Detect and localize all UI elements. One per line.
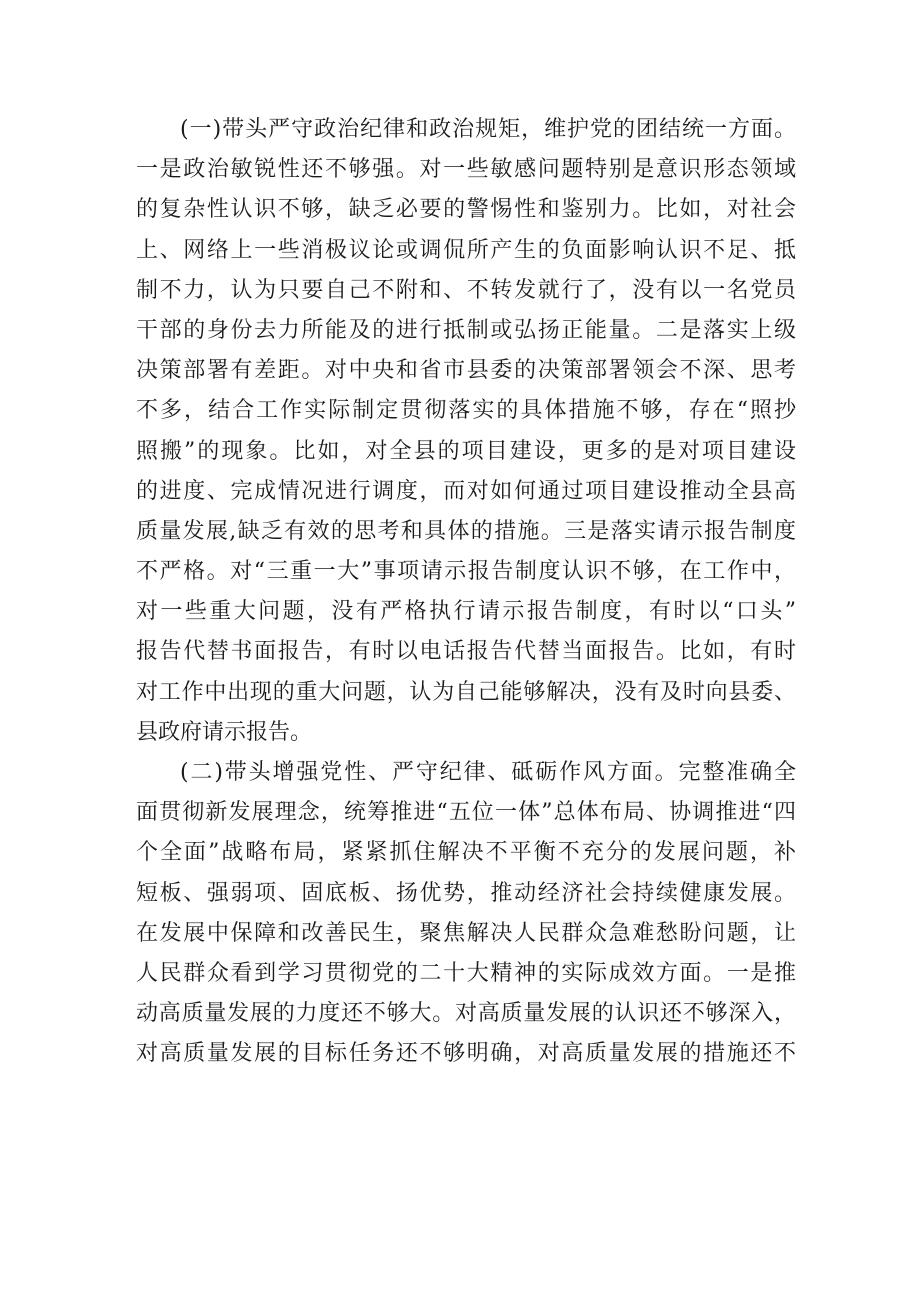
text-line: 质量发展,缺乏有效的思考和具体的措施。三是落实请示报告制度: [136, 518, 798, 544]
text-line: (二)带头增强党性、严守纪律、砥砺作风方面。完整准确全: [180, 760, 798, 785]
text-line: 短板、强弱项、固底板、扬优势，推动经济社会持续健康发展。: [136, 880, 798, 906]
text-line: 制不力，认为只要自己不附和、不转发就行了，没有以一名党员: [136, 277, 798, 303]
text-line: 人民群众看到学习贯彻党的二十大精神的实际成效方面。一是推: [136, 960, 798, 986]
text-line: 决策部署有差距。对中央和省市县委的决策部署领会不深、思考: [136, 358, 798, 384]
text-line: 照搬”的现象。比如，对全县的项目建设，更多的是对项目建设: [136, 438, 799, 464]
text-line: 对一些重大问题，没有严格执行请示报告制度，有时以“口头”: [136, 599, 799, 625]
text-line: 不多，结合工作实际制定贯彻落实的具体措施不够，存在“照抄: [136, 398, 799, 424]
text-line: 报告代替书面报告，有时以电话报告代替当面报告。比如，有时: [136, 639, 798, 665]
text-line: 干部的身份去力所能及的进行抵制或弘扬正能量。二是落实上级: [136, 317, 798, 343]
text-line: 上、网络上一些消极议论或调侃所产生的负面影响认识不足、抵: [136, 237, 798, 263]
text-line: 的复杂性认识不够，缺乏必要的警惕性和鉴别力。比如，对社会: [136, 197, 798, 223]
text-line: 不严格。对“三重一大”事项请示报告制度认识不够，在工作中，: [136, 559, 798, 585]
text-line: 县政府请示报告。: [136, 719, 313, 745]
text-line: (一)带头严守政治纪律和政治规矩，维护党的团结统一方面。: [180, 117, 797, 142]
text-line: 对高质量发展的目标任务还不够明确，对高质量发展的措施还不: [136, 1041, 798, 1067]
text-line: 面贯彻新发展理念，统筹推进“五位一体”总体布局、协调推进“四: [136, 800, 798, 826]
body-text: [136, 110, 799, 1075]
text-line: 个全面”战略布局，紧紧抓住解决不平衡不充分的发展问题，补: [136, 840, 799, 866]
text-line: 动高质量发展的力度还不够大。对高质量发展的认识还不够深入，: [136, 1001, 797, 1027]
text-line: 的进度、完成情况进行调度，而对如何通过项目建设推动全县高: [136, 478, 798, 504]
text-line: 在发展中保障和改善民生，聚焦解决人民群众急难愁盼问题，让: [136, 920, 798, 946]
text-line: 一是政治敏锐性还不够强。对一些敏感问题特别是意识形态领域: [136, 157, 798, 183]
text-line: 对工作中出现的重大问题，认为自己能够解决，没有及时向县委、: [136, 679, 797, 705]
